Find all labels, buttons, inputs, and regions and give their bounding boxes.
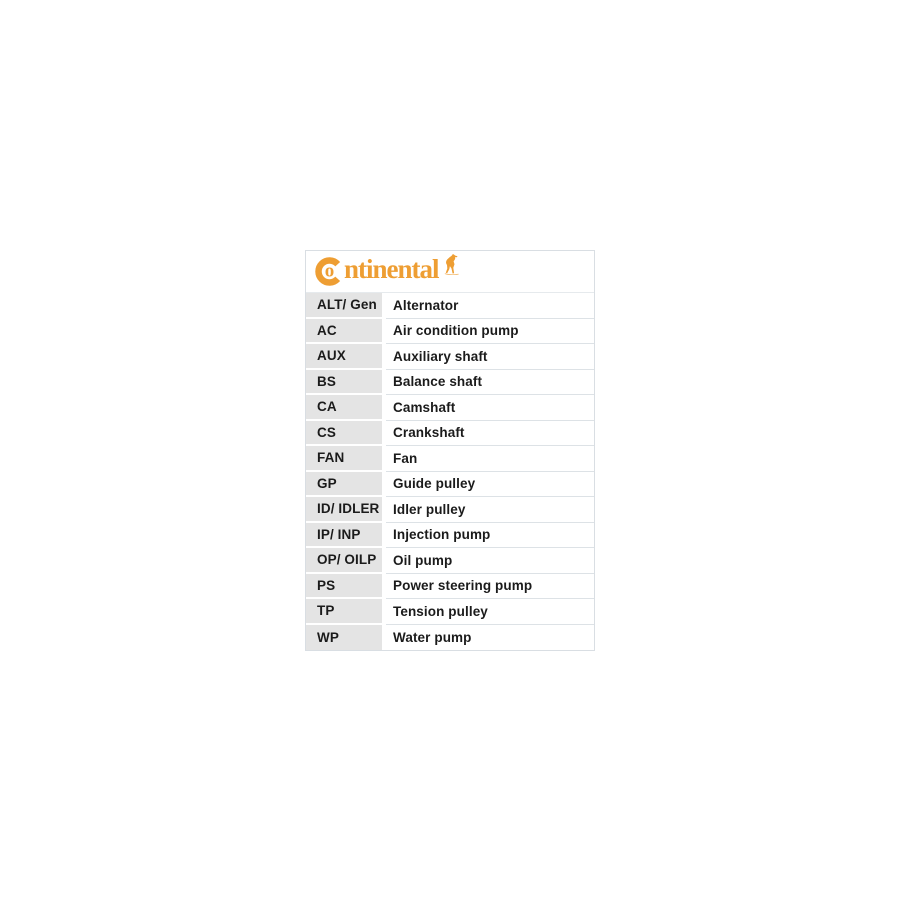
horse-icon [442,253,460,280]
abbreviation-cell: FAN [306,446,382,472]
abbreviation-cell: WP [306,625,382,651]
abbreviation-cell: IP/ INP [306,523,382,549]
description-cell: Idler pulley [386,497,594,523]
description-cell: Injection pump [386,523,594,549]
table-row [306,293,594,319]
table-row [306,599,594,625]
abbreviation-cell: GP [306,472,382,498]
table-row [306,421,594,447]
abbreviation-cell: AUX [306,344,382,370]
abbreviation-cell: ID/ IDLER [306,497,382,523]
abbreviation-cell: AC [306,319,382,345]
description-cell: Guide pulley [386,472,594,498]
description-cell: Tension pulley [386,599,594,625]
abbreviation-cell: PS [306,574,382,600]
description-cell: Auxiliary shaft [386,344,594,370]
logo-row [306,251,594,293]
legend-rows [306,293,594,650]
logo-o: o [324,259,335,281]
legend-table [305,250,595,651]
abbreviation-cell: OP/ OILP [306,548,382,574]
abbreviation-cell: TP [306,599,382,625]
table-row [306,523,594,549]
table-row [306,370,594,396]
description-cell: Water pump [393,629,472,645]
abbreviation-cell: ALT/ Gen [306,293,382,319]
abbreviation-cell: CS [306,421,382,447]
description-cell: Air condition pump [386,319,594,345]
table-row [306,446,594,472]
description-cell: Balance shaft [386,370,594,396]
table-row [306,395,594,421]
description-cell: Alternator [386,293,594,319]
table-row [306,625,594,651]
logo-wordmark: ntinental [344,254,439,284]
description-cell: Fan [386,446,594,472]
description-cell: Power steering pump [386,574,594,600]
table-row [306,344,594,370]
abbreviation-cell: BS [306,370,382,396]
table-row [306,472,594,498]
abbreviation-cell: CA [306,395,382,421]
description-cell: Camshaft [386,395,594,421]
table-row [306,548,594,574]
description-cell: Crankshaft [386,421,594,447]
continental-logo [315,254,460,286]
description-cell: Oil pump [386,548,594,574]
table-row [306,319,594,345]
logo-c-ring [315,257,344,286]
table-row [306,497,594,523]
table-row [306,574,594,600]
